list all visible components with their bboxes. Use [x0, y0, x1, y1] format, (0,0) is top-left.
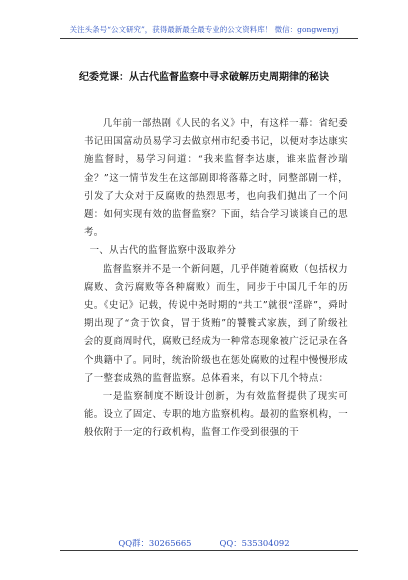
- footer-divider: [60, 550, 358, 551]
- body-paragraph-point-one: 一是监察制度不断设计创新，为有效监督提供了现实可能。设立了固定、专职的地方监察机构。最初的监察机构，一般依附于一定的行政机构，监督工作受到很强的干: [84, 391, 348, 439]
- header-divider: [60, 38, 358, 39]
- body-paragraph-history: 监督监察并不是一个新问题，几乎伴随着腐败（包括权力腐败、贪污腐败等各种腐败）而生，同步于中国几千年的历史。《史记》记载，传说中尧时期的“共工”就很“淫辟”，舜时期出现了“贪于饮食，冒于货贿”的饕餮式家族，到了阶级社会的夏商周时代，腐败已经成为一种常态现象被广泛记录在各个典籍中了。同时，统治阶级也在惩处腐败的过程中慢慢形成了一整套成熟的监督监察。总体看来，有以下几个特点：: [84, 263, 348, 384]
- document-body: [84, 115, 348, 443]
- header-notice: 关注头条号“公文研究”，获得最新最全最专业的公文资料库！ 微信：gongwenyj: [69, 25, 339, 34]
- document-title: 纪委党课：从古代监督监察中寻求破解历史周期律的秘诀: [79, 72, 329, 83]
- footer-qq-group: QQ群：30265665: [118, 538, 192, 548]
- footer-qq-contact: QQ：535304092: [219, 538, 290, 548]
- footer-contacts: [0, 537, 408, 549]
- section-heading: 一、从古代的监督监察中汲取养分: [89, 245, 237, 257]
- body-paragraph-intro: 几年前一部热剧《人民的名义》中，有这样一幕：省纪委书记田国富动员易学习去做京州市纪委书记，以便对李达康实施监督时，易学习问道：“我来监督李达康，谁来监督沙瑞金？”这一情节发生在这部剧即将落幕之时，同整部剧一样，引发了大众对于反腐败的热烈思考，也向我们抛出了一个问题：如何实现有效的监督监察？下面，结合学习谈谈自己的思考。: [84, 118, 348, 239]
